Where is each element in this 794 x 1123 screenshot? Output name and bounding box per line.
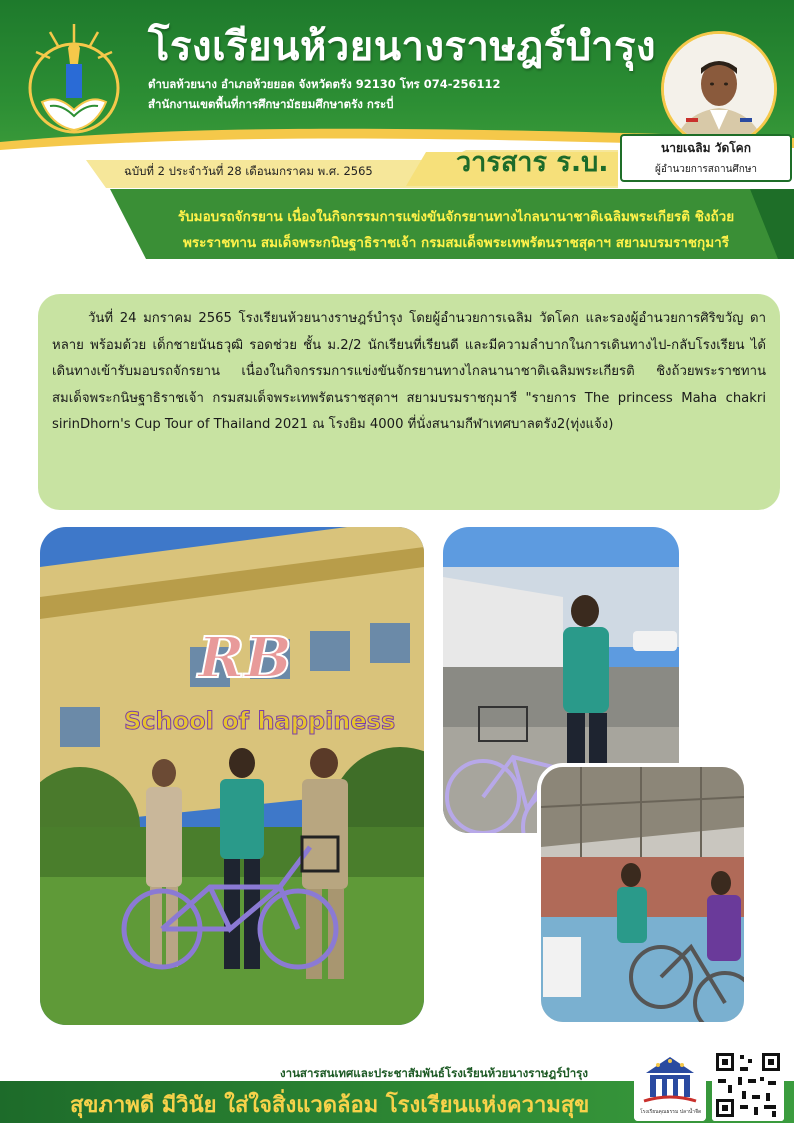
issue-date: ฉบับที่ 2 ประจำวันที่ 28 เดือนมกราคม พ.ศ. 2565 (124, 164, 373, 178)
school-logo (28, 18, 120, 158)
footer-caption: งานสารสนเทศและประชาสัมพันธ์โรงเรียนห้วยนางราษฎร์บำรุง (280, 1066, 588, 1080)
director-position: ผู้อำนวยการสถานศึกษา (654, 164, 758, 175)
school-address: ตำบลห้วยนาง อำเภอห้วยยอด จังหวัดตรัง 92130 โทร 074-256112 (148, 77, 501, 91)
journal-title: วารสาร ร.บ. (456, 147, 609, 178)
photo-gym-bicycles (537, 763, 748, 1026)
photo-award-group (40, 527, 424, 1025)
headline-line-1: รับมอบรถจักรยาน เนื่องในกิจกรรมการแข่งขันจักรยานทางไกลนานาชาติเฉลิมพระเกียรติ ชิงถ้วย (177, 209, 735, 225)
director-portrait (664, 34, 774, 144)
sign-rb: RB (198, 625, 292, 691)
school-slogan: สุขภาพดี มีวินัย ใส่ใจสิ่งแวดล้อม โรงเรียนแห่งความสุข (70, 1093, 590, 1118)
article-box (38, 294, 780, 510)
school-title: โรงเรียนห้วยนางราษฎร์บำรุง (148, 24, 657, 70)
article-paragraph: วันที่ 24 มกราคม 2565 โรงเรียนห้วยนางราษฎร์บำรุง โดยผู้อำนวยการเฉลิม วัดโคก และรองผู้อำนวยการศิริขวัญ ดาหลาย พร้อมด้วย เด็กชายนันธวุฒิ รอดช่วย ชั้น ม.2/2 นักเรียนที่เรียนดี และมีความลำบากในการเดินทางไป-กลับโรงเรียน ได้เดินทางเข้ารับมอบรถจักรยาน เนื่องในกิจกรรมการแข่งขันจักรยานทางไกลนานาชาติเฉลิมพระเกียรติ ชิงถ้วยพระราชทาน สมเด็จพระกนิษฐาธิราชเจ้า กรมสมเด็จพระเทพรัตนราชสุดาฯ สยามบรมราชกุมารี "รายการ The princess Maha chakri sirinDhorn's Cup Tour of Thailand 2021 ณ โรงยิม 4000 ที่นั่งสนามกีฬาเทศบาลตรัง2(ทุ่งแจ้ง) (52, 311, 766, 433)
moral-school-caption: โรงเรียนคุณธรรม ปลาน้ำจืด (640, 1109, 702, 1115)
headline-line-2: พระราชทาน สมเด็จพระกนิษฐาธิราชเจ้า กรมสมเด็จพระเทพรัตนราชสุดาฯ สยามบรมราชกุมารี (183, 235, 729, 251)
director-name: นายเฉลิม วัดโคก (661, 141, 751, 155)
sign-school-of-happiness: School of happiness (124, 707, 396, 735)
director-name-box (620, 134, 792, 182)
qr-code[interactable] (712, 1049, 784, 1121)
education-office: สำนักงานเขตพื้นที่การศึกษามัธยมศึกษาตรัง กระบี่ (148, 97, 394, 111)
